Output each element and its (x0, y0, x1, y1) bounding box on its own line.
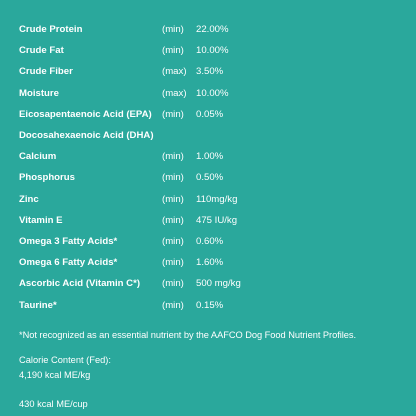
nutrient-row (19, 40, 409, 61)
nutrient-value: 10.00% (196, 87, 229, 99)
nutrient-name: Omega 6 Fatty Acids* (19, 257, 118, 269)
aafco-footnote: *Not recognized as an essential nutrient by the AAFCO Dog Food Nutrient Profiles. (19, 330, 357, 340)
nutrient-value: 0.05% (196, 108, 224, 120)
nutrient-row (19, 273, 409, 294)
nutrient-row (19, 252, 409, 273)
nutrient-qualifier: (min) (162, 151, 184, 163)
nutrient-row (19, 210, 409, 231)
nutrient-value: 475 IU/kg (196, 214, 238, 226)
nutrient-name: Taurine* (19, 299, 57, 311)
nutrient-qualifier: (min) (162, 214, 184, 226)
nutrient-row (19, 125, 409, 146)
nutrient-name: Crude Protein (19, 24, 83, 36)
nutrient-name: Vitamin E (19, 214, 63, 226)
nutrient-qualifier: (min) (162, 108, 184, 120)
nutrient-row (19, 146, 409, 167)
nutrient-value: 0.15% (196, 299, 224, 311)
nutrient-name: Ascorbic Acid (Vitamin C*) (19, 278, 141, 290)
nutrient-row (19, 231, 409, 252)
nutrient-row (19, 19, 409, 40)
calorie-per-cup: 430 kcal ME/cup (19, 399, 88, 409)
nutrient-row (19, 189, 409, 210)
nutrient-name: Crude Fiber (19, 66, 73, 78)
nutrient-qualifier: (min) (162, 172, 184, 184)
nutrient-row (19, 294, 409, 315)
nutrient-name: Phosphorus (19, 172, 75, 184)
nutrient-table (19, 19, 409, 316)
nutrient-qualifier: (min) (162, 193, 184, 205)
nutrient-value: 3.50% (196, 66, 224, 78)
nutrient-value: 22.00% (196, 24, 229, 36)
nutrient-row (19, 104, 409, 125)
nutrient-qualifier: (min) (162, 278, 184, 290)
calorie-per-kg: 4,190 kcal ME/kg (19, 370, 91, 380)
nutrient-qualifier: (max) (162, 66, 187, 78)
nutrient-qualifier: (max) (162, 87, 187, 99)
nutrient-value: 0.60% (196, 235, 224, 247)
nutrient-name: Zinc (19, 193, 39, 205)
nutrient-name: Eicosapentaenoic Acid (EPA) (19, 108, 152, 120)
nutrient-value: 110mg/kg (196, 193, 238, 205)
nutrient-name: Crude Fat (19, 45, 64, 57)
nutrient-value: 1.60% (196, 257, 224, 269)
nutrient-value: 10.00% (196, 45, 229, 57)
nutrient-row (19, 167, 409, 188)
nutrient-value: 500 mg/kg (196, 278, 241, 290)
notes-section (19, 328, 414, 411)
nutrient-value: 1.00% (196, 151, 224, 163)
calorie-content-label: Calorie Content (Fed): (19, 355, 111, 365)
nutrient-name: Docosahexaenoic Acid (DHA) (19, 130, 154, 142)
nutrient-qualifier: (min) (162, 235, 184, 247)
nutrient-qualifier: (min) (162, 24, 184, 36)
nutrient-name: Calcium (19, 151, 57, 163)
nutrient-qualifier: (min) (162, 257, 184, 269)
nutrient-name: Omega 3 Fatty Acids* (19, 235, 118, 247)
nutrient-value: 0.50% (196, 172, 224, 184)
nutrient-name: Moisture (19, 87, 59, 99)
nutrient-row (19, 61, 409, 82)
nutrient-qualifier: (min) (162, 299, 184, 311)
nutrient-qualifier: (min) (162, 45, 184, 57)
nutrient-row (19, 83, 409, 104)
